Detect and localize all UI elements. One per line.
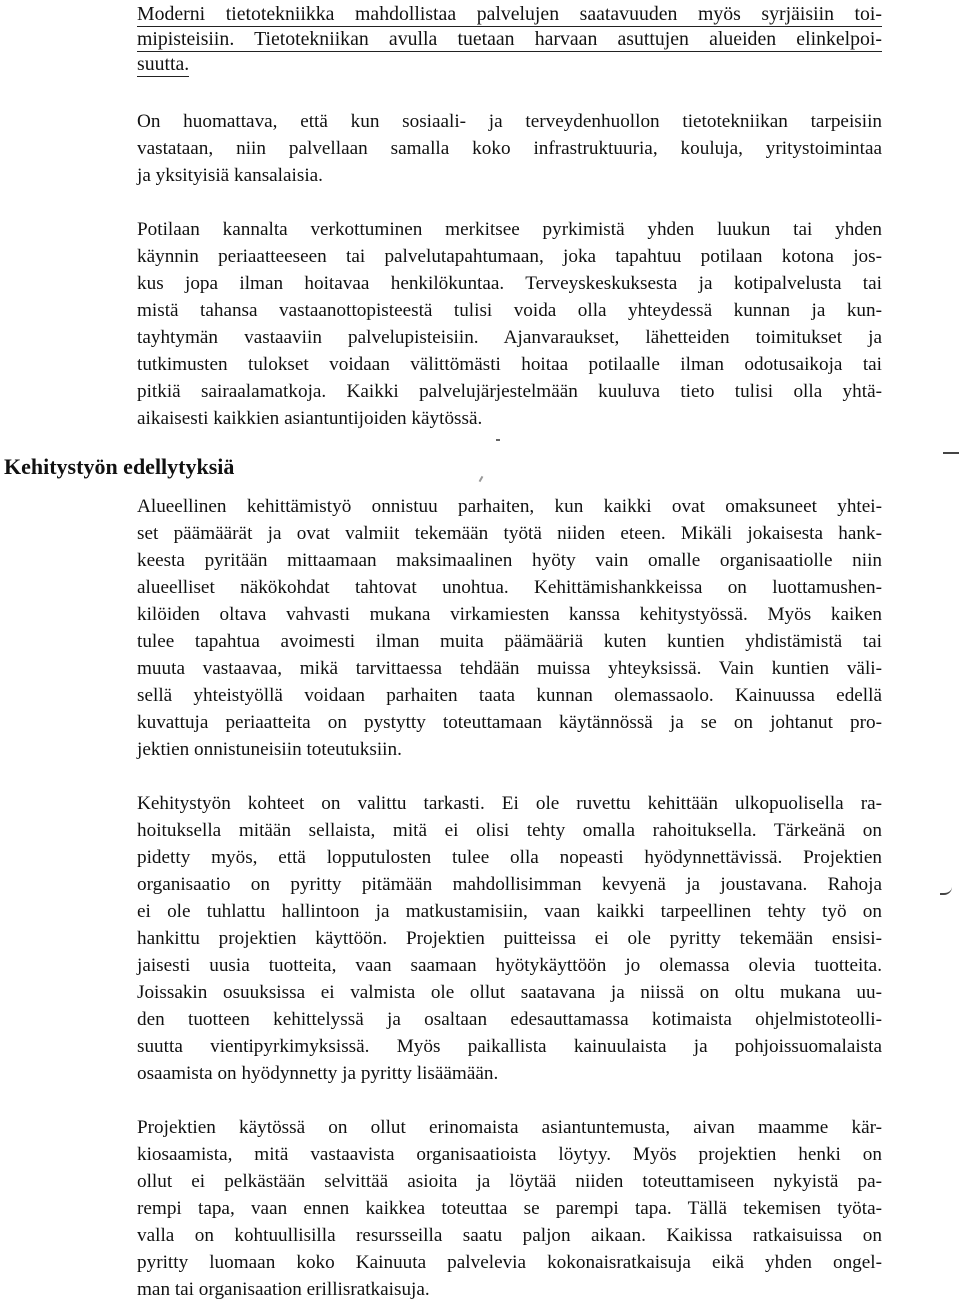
- text-line: ollut ei pelkästään selvittää asioita ja löytää niiden toteuttamiseen nykyistä pa-: [137, 1171, 882, 1192]
- text-line: set päämäärät ja ovat valmiit tekemään työtä niiden eteen. Mikäli jokaisesta hank-: [137, 523, 882, 544]
- scan-mark: [943, 452, 959, 454]
- text-line: den tuotteen kehittelyssä ja osaltaan edesauttamassa kotimaista ohjelmistoteolli-: [137, 1009, 882, 1030]
- text-line: rempi tapa, vaan ennen kaikkea toteuttaa se parempi tapa. Tällä tekemisen työta-: [137, 1198, 882, 1219]
- text-line: ja yksityisiä kansalaisia.: [137, 165, 323, 186]
- text-line: tulee tapahtua avoimesti ilman muita päämääriä kuten kuntien yhdistämistä tai: [137, 631, 882, 652]
- text-line: aikaisesti kaikkien asiantuntijoiden käytössä.: [137, 408, 483, 429]
- text-line: suutta vientipyrkimyksissä. Myös paikallista kainuulaista ja pohjoissuomalaista: [137, 1036, 882, 1057]
- text-line: Alueellinen kehittämistyö onnistuu parhaiten, kun kaikki ovat omaksuneet yhtei-: [137, 496, 882, 517]
- text-line: ei ole tuhlattu hallintoon ja matkustamisiin, vaan kaikki tarpeellinen tehty työ on: [137, 901, 882, 922]
- text-line: kilöiden oltava vahvasti mukana virkamiesten kanssa kehitystyössä. Myös kaiken: [137, 604, 882, 625]
- text-line: käynnin periaatteeseen tai palvelutapahtumaan, joka tapahtuu potilaan kotona jos-: [137, 246, 882, 267]
- text-line: suutta.: [137, 53, 190, 75]
- text-line: jaisesti uusia tuotteita, vaan saamaan hyötykäyttöön jo olemassa olevia tuotteita.: [137, 955, 882, 976]
- text-line: kiosaamista, mitä vastaavista organisaatioista löytyy. Myös projektien henki on: [137, 1144, 882, 1165]
- text-line: tutkimusten tulokset voidaan välittömästi hoitaa potilaalle ilman odotusaikoja tai: [137, 354, 882, 375]
- text-line: jektien onnistuneisiin toteutuksiin.: [137, 739, 402, 760]
- text-line: pitkiä sairaalamatkoja. Kaikki palvelujärjestelmään kuuluva tieto tulisi olla yhtä-: [137, 381, 882, 402]
- text-line: Kehitystyön kohteet on valittu tarkasti. Ei ole ruvettu kehittään ulkopuolisella ra-: [137, 793, 882, 814]
- text-line: hoituksella mitään sellaista, mitä ei olisi tehty omalla rahoituksella. Tärkeänä on: [137, 820, 882, 841]
- text-line: pyritty luomaan koko Kainuuta palvelevia kokonaisratkaisuja eikä yhden ongel-: [137, 1252, 882, 1273]
- text-line: mipisteisiin. Tietotekniikan avulla tuetaan harvaan asuttujen alueiden elinkelpoi-: [137, 28, 882, 50]
- scan-mark: [479, 476, 484, 482]
- text-line: Moderni tietotekniikka mahdollistaa palvelujen saatavuuden myös syrjäisiin toi-: [137, 3, 882, 25]
- text-line: osaamista on hyödynnetty ja pyritty lisäämään.: [137, 1063, 499, 1084]
- paragraph-development-targets: [137, 790, 882, 1087]
- text-line: valla on kohtuullisilla resursseilla saatu paljon aikaan. Kaikissa ratkaisuissa on: [137, 1225, 882, 1246]
- text-line: Projektien käytössä on ollut erinomaista asiantuntemusta, aivan maamme kär-: [137, 1117, 882, 1138]
- text-line: On huomattava, että kun sosiaali- ja terveydenhuollon tietotekniikan tarpeisiin: [137, 111, 882, 132]
- text-line: Joissakin osuuksissa ei valmista ole ollut saatavana ja niissä on oltu mukana uu-: [137, 982, 882, 1003]
- text-line: pidetty myös, että lopputulosten tulee olla nopeasti hyödynnettävissä. Projektien: [137, 847, 882, 868]
- text-line: keesta pyritään mittaamaan maksimaalinen hyöty vain omalle organisaatiolle niin: [137, 550, 882, 571]
- text-line: muuta vastaavaa, mikä tarvittaessa tehdään muissa yhteyksissä. Vain kuntien väli-: [137, 658, 882, 679]
- paragraph-infrastructure: [137, 108, 882, 189]
- text-line: sellä yhteistyöllä voidaan parhaiten taata kunnan olemassaolo. Kainuussa edellä: [137, 685, 882, 706]
- paragraph-expertise: [137, 1114, 882, 1303]
- paragraph-patient-perspective: [137, 216, 882, 432]
- text-line: mistä tahansa vastaanottopisteestä tulisi voida olla yhteydessä kunnan ja kun-: [137, 300, 882, 321]
- text-line: kus jopa ilman hoitavaa henkilökuntaa. Terveyskeskuksesta ja kotipalvelusta tai: [137, 273, 882, 294]
- text-line: alueelliset näkökohdat tahtovat unohtua. Kehittämishankkeissa on luottamushen-: [137, 577, 882, 598]
- scan-mark: [940, 887, 952, 895]
- text-line: hankittu projektien käyttöön. Projektien puitteissa ei ole pyritty tekemään ensisi-: [137, 928, 882, 949]
- section-heading: Kehitystyön edellytyksiä: [4, 454, 235, 479]
- text-line: Potilaan kannalta verkottuminen merkitsee pyrkimistä yhden luukun tai yhden: [137, 219, 882, 240]
- text-line: tayhtymän vastaaviin palvelupisteisiin. Ajanvaraukset, lähetteiden toimitukset ja: [137, 327, 882, 348]
- text-line: kuvattuja periaatteita on pystytty toteuttamaan käytännössä ja se on johtanut pro-: [137, 712, 882, 733]
- scan-mark: [496, 439, 500, 441]
- text-line: vastataan, niin palvellaan samalla koko infrastruktuuria, kouluja, yritystoimintaa: [137, 138, 882, 159]
- paragraph-intro: [137, 2, 882, 77]
- paragraph-regional-development: [137, 493, 882, 763]
- text-line: organisaatio on pyritty pitämään mahdollisimman kevyenä ja joustavana. Rahoja: [137, 874, 882, 895]
- text-line: man tai organisaation erillisratkaisuja.: [137, 1279, 430, 1300]
